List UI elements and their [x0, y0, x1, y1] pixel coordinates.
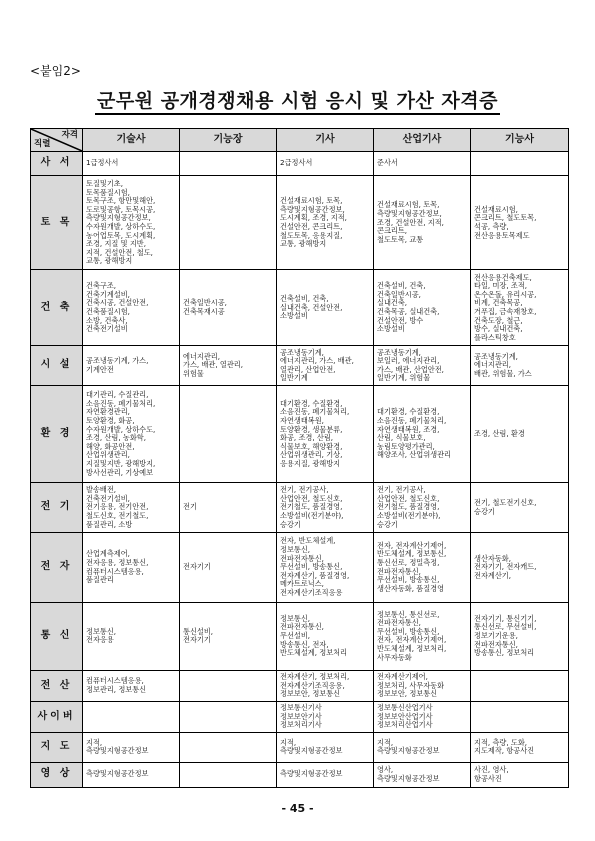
table-cell: 전기, 철도전기신호, 승강기: [471, 483, 569, 533]
table-cell: [180, 762, 277, 787]
table-cell: 지적, 측량, 도화, 지도제작, 항공사진: [471, 732, 569, 762]
header-corner-cell: [31, 129, 83, 152]
table-cell: 건축구조, 건축기계설비, 건축시공, 건설안전, 건축품질시험, 소방, 건축사, 건축전기설비: [83, 270, 180, 346]
table-cell: 전자, 전자계산기제어, 반도체설계, 정보통신, 통신선로, 정밀측정, 전파전자통신, 무선설비, 방송통신, 생산자동화, 품질경영: [374, 533, 471, 603]
table-body: [31, 152, 569, 788]
row-series-label: 전 산: [31, 670, 83, 702]
table-row: [31, 533, 569, 603]
table-cell: [83, 702, 180, 732]
table-cell: 건설재료시험, 토목, 측량및지형공간정보, 도시계획, 조경, 지적, 건설안전, 콘크리트, 철도토목, 응용지질, 교통, 광해방지: [277, 176, 374, 270]
page-title-text: 군무원 공개경쟁채용 시험 응시 및 가산 자격증: [95, 90, 500, 115]
table-cell: 공조냉동기계, 가스, 기계안전: [83, 346, 180, 386]
header-col-professional-engineer: 기술사: [83, 129, 180, 152]
table-cell: 지적, 측량및지형공간정보: [277, 732, 374, 762]
header-col-engineer: 기사: [277, 129, 374, 152]
table-cell: 정보통신산업기사 정보보안산업기사 정보처리산업기사: [374, 702, 471, 732]
table-cell: 대기환경, 수질환경, 소음진동, 폐기물처리, 자연생태복원, 조경, 산림, 식물보호, 농림토양평가관리, 해양조사, 산업위생관리: [374, 385, 471, 482]
table-cell: [180, 702, 277, 732]
page-number: - 45 -: [281, 802, 314, 815]
table-cell: 정보통신기사 정보보안기사 정보처리기사: [277, 702, 374, 732]
table-row: [31, 702, 569, 732]
table-cell: [471, 152, 569, 176]
row-series-label: 시 설: [31, 346, 83, 386]
table-cell: [180, 152, 277, 176]
table-cell: [471, 670, 569, 702]
table-cell: 2급정사서: [277, 152, 374, 176]
row-series-label: 지 도: [31, 732, 83, 762]
table-cell: 정보통신, 전자응용: [83, 602, 180, 670]
table-row: [31, 602, 569, 670]
table-cell: 지적, 측량및지형공간정보: [374, 732, 471, 762]
table-row: [31, 152, 569, 176]
table-cell: 대기환경, 수질환경, 소음진동, 폐기물처리, 자연생태복원, 토양환경, 생물분류, 화공, 조경, 산림, 식물보호, 해양환경, 산업위생관리, 기상, 응용지질, 광해방지: [277, 385, 374, 482]
table-cell: 전자기기: [180, 533, 277, 603]
table-cell: 에너지관리, 가스, 배관, 열관리, 위험물: [180, 346, 277, 386]
table-cell: 전산응용건축제도, 타일, 미장, 조적, 온수온돌, 유리시공, 비계, 건축목공, 거푸집, 금속재창호, 건축도장, 철근, 방수, 실내건축, 플라스틱창호: [471, 270, 569, 346]
table-cell: 컴퓨터시스템응용, 정보관리, 정보통신: [83, 670, 180, 702]
table-cell: 사진, 영사, 항공사진: [471, 762, 569, 787]
header-col-industrial-engineer: 산업기사: [374, 129, 471, 152]
table-cell: 준사서: [374, 152, 471, 176]
table-cell: [180, 385, 277, 482]
table-cell: 발송배전, 건축전기설비, 전기응용, 전기안전, 철도신호, 전기철도, 품질관리, 소방: [83, 483, 180, 533]
table-cell: 조경, 산림, 환경: [471, 385, 569, 482]
table-cell: 측량및지형공간정보: [277, 762, 374, 787]
table-row: [31, 732, 569, 762]
table-row: [31, 176, 569, 270]
row-series-label: 영 상: [31, 762, 83, 787]
row-series-label: 전 기: [31, 483, 83, 533]
page-title: [0, 86, 595, 113]
table-row: [31, 483, 569, 533]
header-col-master-craftsman: 기능장: [180, 129, 277, 152]
row-series-label: 토 목: [31, 176, 83, 270]
table-cell: 전자기기, 통신기기, 통신선로, 무선설비, 정보기기운용, 전파전자통신, 방송통신, 정보처리: [471, 602, 569, 670]
attachment-label: <붙임2>: [30, 64, 81, 78]
table-cell: 영사, 측량및지형공간정보: [374, 762, 471, 787]
table-cell: [180, 670, 277, 702]
table-cell: 건축설비, 건축, 건축일반시공, 실내건축, 건축목공, 실내건축, 건설안전, 방수 소방설비: [374, 270, 471, 346]
row-series-label: 환 경: [31, 385, 83, 482]
table-cell: 산업계측제어, 전자응용, 정보통신, 컴퓨터시스템응용, 품질관리: [83, 533, 180, 603]
table-row: [31, 270, 569, 346]
table-row: [31, 762, 569, 787]
table-cell: 정보통신, 통신선로, 전파전자통신, 무선설비, 방송통신, 전자, 전자계산기제어, 반도체설계, 정보처리, 사무자동화: [374, 602, 471, 670]
certificate-table: [30, 128, 569, 788]
header-col-craftsman: 기능사: [471, 129, 569, 152]
row-series-label: 통 신: [31, 602, 83, 670]
table-cell: 전기: [180, 483, 277, 533]
table-cell: 건설재료시험, 콘크리트, 철도토목, 석공, 측량, 전산응용토목제도: [471, 176, 569, 270]
table-cell: 지적, 측량및지형공간정보: [83, 732, 180, 762]
table-cell: 전자, 반도체설계, 정보통신, 전파전자통신, 무선설비, 방송통신, 전자계산기, 품질경영, 메카트로닉스, 전자계산기조직응용: [277, 533, 374, 603]
table-cell: 측량및지형공간정보: [83, 762, 180, 787]
table-cell: 전기, 전기공사, 산업안전, 철도신호, 전기철도, 품질경영, 소방설비(전기분야), 승강기: [374, 483, 471, 533]
corner-label-qualification: 자격: [61, 130, 78, 140]
table-cell: 공조냉동기계, 보일러, 에너지관리, 가스, 배관, 산업안전, 일반기계, 위험물: [374, 346, 471, 386]
corner-label-series: 직렬: [34, 139, 51, 150]
table-cell: 건축설비, 건축, 실내건축, 건설안전, 소방설비: [277, 270, 374, 346]
table-cell: 정보통신, 전파전자통신, 무선설비, 방송통신, 전자, 반도체설계, 정보처리: [277, 602, 374, 670]
row-series-label: 전 자: [31, 533, 83, 603]
table-header-row: [31, 129, 569, 152]
table-cell: 토질및기초, 토목품질시험, 토목구조, 항만및해안, 도로및공항, 토목시공, 측량및지형공간정보, 수자원개발, 상하수도, 농어업토목, 도시계획, 조경, 지질 및 지반, 지적, 건설안전, 철도, 교통, 광해방지: [83, 176, 180, 270]
table-cell: 전자계산기, 정보처리, 전자계산기조직응용, 정보보안, 정보통신: [277, 670, 374, 702]
table-cell: 통신설비, 전자기기: [180, 602, 277, 670]
row-series-label: 사이버: [31, 702, 83, 732]
table-row: [31, 385, 569, 482]
table-cell: [471, 702, 569, 732]
table-cell: 건축일반시공, 건축목재시공: [180, 270, 277, 346]
table-row: [31, 346, 569, 386]
table-cell: 대기관리, 수질관리, 소음진동, 폐기물처리, 자연환경관리, 토양환경, 화공, 수자원개발, 상하수도, 조경, 산림, 농화학, 해양, 화공안전, 산업위생관리, 지질및지반, 광해방지, 방사선관리, 기상예보: [83, 385, 180, 482]
table-row: [31, 670, 569, 702]
table-cell: 공조냉동기계, 에너지관리, 가스, 배관, 열관리, 산업안전, 일반기계: [277, 346, 374, 386]
table-cell: [180, 732, 277, 762]
table-cell: [180, 176, 277, 270]
table-cell: 공조냉동기계, 에너지관리, 배관, 위험물, 가스: [471, 346, 569, 386]
row-series-label: 건 축: [31, 270, 83, 346]
table-cell: 전기, 전기공사, 산업안전, 철도신호, 전기철도, 품질경영, 소방설비(전기분야), 승강기: [277, 483, 374, 533]
table-cell: 1급정사서: [83, 152, 180, 176]
row-series-label: 사 서: [31, 152, 83, 176]
table-cell: 건설재료시험, 토목, 측량및지형공간정보, 조경, 건설안전, 지적, 콘크리트, 철도토목, 교통: [374, 176, 471, 270]
table-cell: 전자계산기제어, 정보처리, 사무자동화 정보보안, 정보통신: [374, 670, 471, 702]
table-cell: 생산자동화, 전자기기, 전자캐드, 전자계산기,: [471, 533, 569, 603]
